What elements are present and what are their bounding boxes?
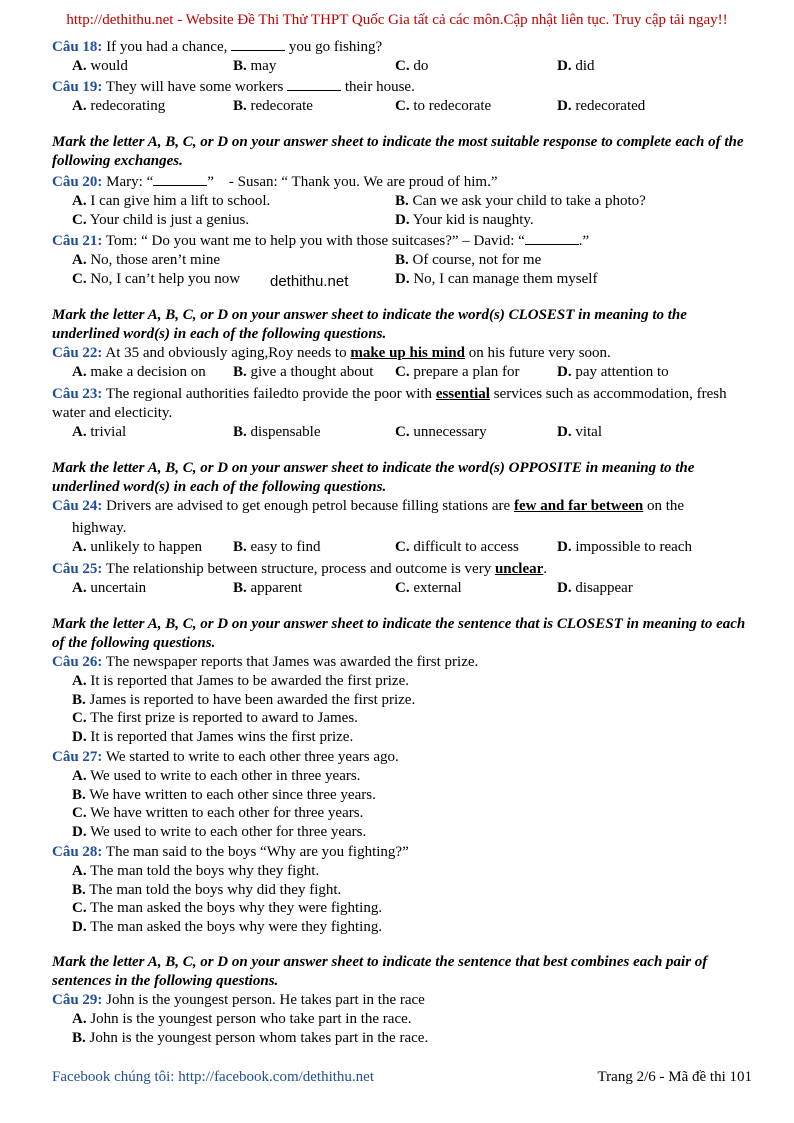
option-d: D. redecorated: [557, 98, 646, 114]
option-d: D. No, I can manage them myself: [395, 271, 598, 287]
question-20-options-row1: [52, 192, 752, 211]
question-22-options: [52, 363, 752, 382]
underlined-phrase: make up his mind: [350, 345, 465, 361]
question-29: Câu 29: John is the youngest person. He takes part in the race: [52, 992, 425, 1008]
facebook-link[interactable]: Facebook chúng tôi: http://facebook.com/dethithu.net: [52, 1069, 375, 1085]
option-d: D. The man asked the boys why were they fighting.: [72, 918, 383, 935]
question-number: Câu 28:: [52, 844, 103, 860]
question-number: Câu 29:: [52, 992, 103, 1008]
question-28-options: [52, 862, 752, 936]
option-c: C. The man asked the boys why they were fighting.: [72, 900, 383, 916]
question-21-options-row1: [52, 251, 752, 270]
option-a: A. No, those aren’t mine: [72, 252, 221, 268]
option-a: A. We used to write to each other in three years.: [72, 768, 361, 784]
question-24: Câu 24: Drivers are advised to get enough petrol because filling stations are few and far between on the: [52, 498, 685, 514]
question-number: Câu 22:: [52, 345, 103, 361]
question-number: Câu 27:: [52, 749, 103, 765]
question-29-options: [52, 1010, 752, 1047]
question-25: Câu 25: The relationship between structure, process and outcome is very unclear.: [52, 561, 548, 577]
option-d: D. did: [557, 58, 595, 74]
option-d: D. pay attention to: [557, 364, 669, 380]
option-d: D. vital: [557, 424, 603, 440]
question-number: Câu 26:: [52, 654, 103, 670]
underlined-phrase: unclear: [494, 561, 544, 577]
question-26: Câu 26: The newspaper reports that James was awarded the first prize.: [52, 654, 479, 670]
option-a: A. trivial: [72, 424, 127, 440]
question-24-continued: highway.: [72, 520, 127, 536]
question-26-options: [52, 672, 752, 746]
option-a: A. unlikely to happen: [72, 539, 202, 555]
section-instruction: Mark the letter A, B, C, or D on your answer sheet to indicate the most suitable response to complete each of the following exchanges.: [52, 134, 744, 169]
question-number: Câu 21:: [52, 233, 103, 249]
question-22: Câu 22: At 35 and obviously aging,Roy needs to make up his mind on his future very soon.: [52, 345, 611, 361]
option-b: B. Can we ask your child to take a photo?: [395, 193, 646, 209]
option-b: B. redecorate: [233, 98, 313, 114]
option-d: D. impossible to reach: [557, 539, 692, 555]
option-c: C. external: [395, 580, 462, 596]
option-b: B. apparent: [233, 580, 303, 596]
question-number: Câu 18:: [52, 39, 103, 55]
question-21: Câu 21: Tom: “ Do you want me to help you with those suitcases?” – David: “ .”: [52, 230, 752, 251]
answer-blank: [287, 76, 341, 91]
option-b: B. We have written to each other since three years.: [72, 786, 376, 803]
option-a: A. It is reported that James to be awarded the first prize.: [72, 673, 409, 689]
answer-blank: [231, 36, 285, 51]
option-c: C. The first prize is reported to award to James.: [72, 710, 358, 726]
underlined-phrase: essential: [435, 386, 490, 402]
question-20: Câu 20: Mary: “ ” - Susan: “ Thank you. We are proud of him.”: [52, 171, 752, 192]
option-a: A. would: [72, 58, 128, 74]
option-d: D. It is reported that James wins the first prize.: [72, 728, 354, 745]
question-18-options: [52, 57, 752, 76]
question-number: Câu 25:: [52, 561, 103, 577]
option-c: C. Your child is just a genius.: [72, 212, 250, 228]
option-a: A. John is the youngest person who take part in the race.: [72, 1011, 412, 1027]
question-18: Câu 18: If you had a chance, you go fishing?: [52, 36, 752, 57]
option-b: B. The man told the boys why did they fight.: [72, 881, 342, 898]
question-number: Câu 23:: [52, 386, 103, 402]
question-24-options: [52, 538, 752, 557]
option-b: B. dispensable: [233, 424, 321, 440]
option-b: B. James is reported to have been awarded the first prize.: [72, 691, 416, 708]
option-a: A. The man told the boys why they fight.: [72, 863, 320, 879]
option-c: C. to redecorate: [395, 98, 492, 114]
option-a: A. redecorating: [72, 98, 166, 114]
option-c: C. We have written to each other for three years.: [72, 805, 364, 821]
question-number: Câu 19:: [52, 79, 103, 95]
option-a: A. make a decision on: [72, 364, 206, 380]
site-header-link[interactable]: http://dethithu.net - Website Đề Thi Thử THPT Quốc Gia tất cả các môn.Cập nhật liên tục. Truy cập tải ngay!!: [66, 12, 728, 28]
option-c: C. prepare a plan for: [395, 364, 520, 380]
section-instruction: Mark the letter A, B, C, or D on your answer sheet to indicate the sentence that best combines each pair of sentences in the following questions.: [52, 954, 708, 989]
exam-page: [52, 36, 752, 1047]
question-27: Câu 27: We started to write to each other three years ago.: [52, 749, 399, 765]
option-a: A. uncertain: [72, 580, 147, 596]
option-d: D. disappear: [557, 580, 633, 596]
question-20-options-row2: [52, 211, 752, 230]
option-c: C. unnecessary: [395, 424, 487, 440]
question-25-options: [52, 579, 752, 598]
question-27-options: [52, 767, 752, 841]
option-d: D. We used to write to each other for three years.: [72, 823, 367, 840]
question-19-options: [52, 97, 752, 116]
option-c: C. difficult to access: [395, 539, 519, 555]
question-21-options-row2: [52, 270, 752, 289]
question-19: Câu 19: They will have some workers their house.: [52, 76, 752, 97]
option-d: D. Your kid is naughty.: [395, 212, 534, 228]
option-b: B. may: [233, 58, 277, 74]
page-number: Trang 2/6 - Mã đề thi 101: [597, 1069, 752, 1085]
watermark-text: dethithu.net: [270, 273, 349, 290]
section-instruction: Mark the letter A, B, C, or D on your answer sheet to indicate the word(s) CLOSEST in meaning to the underlined word(s) in each of the following questions.: [52, 307, 687, 342]
question-28: Câu 28: The man said to the boys “Why are you fighting?”: [52, 844, 409, 860]
answer-blank: [525, 230, 579, 245]
option-c: C. do: [395, 58, 429, 74]
question-23: Câu 23: The regional authorities failedto provide the poor with essential services such as accommodation, fresh water and electicity.: [52, 386, 727, 421]
option-b: B. Of course, not for me: [395, 252, 542, 268]
answer-blank: [153, 171, 207, 186]
option-a: A. I can give him a lift to school.: [72, 193, 271, 209]
option-b: B. give a thought about: [233, 364, 374, 380]
question-number: Câu 20:: [52, 174, 103, 190]
question-number: Câu 24:: [52, 498, 103, 514]
section-instruction: Mark the letter A, B, C, or D on your answer sheet to indicate the word(s) OPPOSITE in meaning to the underlined word(s) in each of the following questions.: [52, 460, 695, 495]
question-23-options: [52, 423, 752, 442]
option-c: C. No, I can’t help you now: [72, 271, 241, 287]
option-b: B. easy to find: [233, 539, 321, 555]
section-instruction: Mark the letter A, B, C, or D on your answer sheet to indicate the sentence that is CLOSEST in meaning to each of the following questions.: [52, 616, 746, 651]
underlined-phrase: few and far between: [513, 498, 644, 514]
option-b: B. John is the youngest person whom takes part in the race.: [72, 1029, 429, 1046]
